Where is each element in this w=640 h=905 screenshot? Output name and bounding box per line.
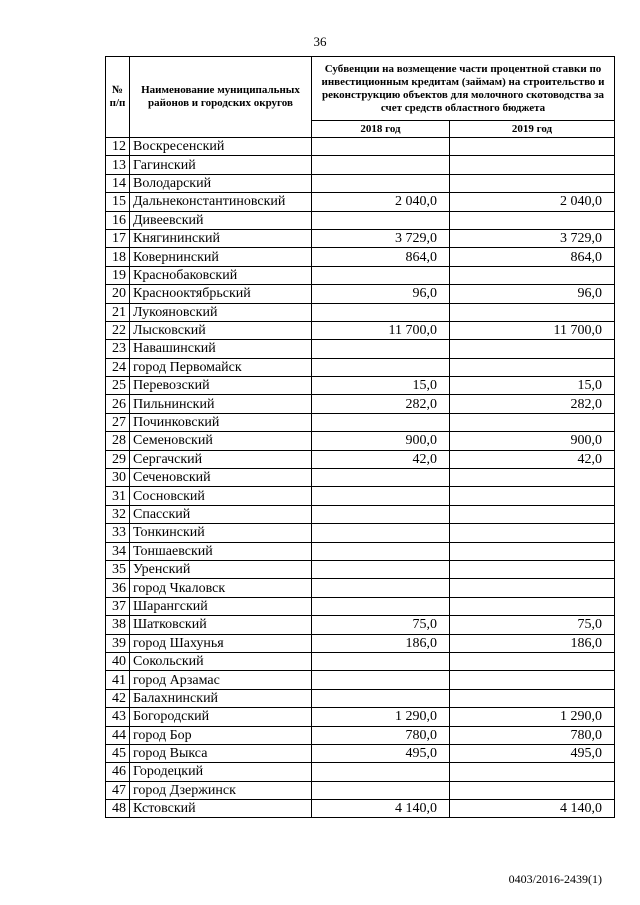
row-number: 47 xyxy=(106,781,130,799)
value-2019: 2 040,0 xyxy=(450,193,615,211)
table-row xyxy=(106,689,615,707)
value-2018 xyxy=(312,597,450,615)
district-name: Сосновский xyxy=(130,487,312,505)
value-2019 xyxy=(450,266,615,284)
row-number: 28 xyxy=(106,432,130,450)
row-number: 17 xyxy=(106,229,130,247)
table-row xyxy=(106,671,615,689)
district-name: Сеченовский xyxy=(130,469,312,487)
table-row xyxy=(106,266,615,284)
value-2019: 900,0 xyxy=(450,432,615,450)
district-name: Навашинский xyxy=(130,340,312,358)
value-2018: 282,0 xyxy=(312,395,450,413)
value-2019 xyxy=(450,671,615,689)
table-row xyxy=(106,726,615,744)
value-2018 xyxy=(312,781,450,799)
row-number: 45 xyxy=(106,744,130,762)
table-row xyxy=(106,597,615,615)
district-name: город Выкса xyxy=(130,744,312,762)
row-number: 42 xyxy=(106,689,130,707)
table-row xyxy=(106,211,615,229)
table-row xyxy=(106,303,615,321)
value-2018: 15,0 xyxy=(312,377,450,395)
header-year-2018: 2018 год xyxy=(312,121,450,138)
value-2018 xyxy=(312,579,450,597)
value-2019: 15,0 xyxy=(450,377,615,395)
row-number: 29 xyxy=(106,450,130,468)
value-2018 xyxy=(312,524,450,542)
row-number: 41 xyxy=(106,671,130,689)
table-row xyxy=(106,579,615,597)
district-name: Богородский xyxy=(130,708,312,726)
value-2018 xyxy=(312,266,450,284)
row-number: 35 xyxy=(106,560,130,578)
value-2019 xyxy=(450,524,615,542)
row-number: 12 xyxy=(106,138,130,156)
table-row xyxy=(106,285,615,303)
table-row xyxy=(106,193,615,211)
value-2019 xyxy=(450,340,615,358)
value-2018: 864,0 xyxy=(312,248,450,266)
district-name: Уренский xyxy=(130,560,312,578)
value-2019 xyxy=(450,505,615,523)
value-2018 xyxy=(312,505,450,523)
value-2018 xyxy=(312,487,450,505)
row-number: 39 xyxy=(106,634,130,652)
district-name: Кстовский xyxy=(130,800,312,818)
value-2019 xyxy=(450,487,615,505)
table-row xyxy=(106,395,615,413)
table-row xyxy=(106,377,615,395)
district-name: Краснобаковский xyxy=(130,266,312,284)
value-2018 xyxy=(312,138,450,156)
table-row xyxy=(106,156,615,174)
value-2018 xyxy=(312,689,450,707)
district-name: Городецкий xyxy=(130,763,312,781)
table-row xyxy=(106,174,615,192)
value-2019: 11 700,0 xyxy=(450,321,615,339)
row-number: 37 xyxy=(106,597,130,615)
value-2019: 864,0 xyxy=(450,248,615,266)
value-2019 xyxy=(450,211,615,229)
header-num: № п/п xyxy=(106,57,130,138)
document-code: 0403/2016-2439(1) xyxy=(508,872,602,886)
district-name: Лысковский xyxy=(130,321,312,339)
table-row xyxy=(106,634,615,652)
value-2019 xyxy=(450,174,615,192)
row-number: 46 xyxy=(106,763,130,781)
table-row xyxy=(106,340,615,358)
district-name: Дивеевский xyxy=(130,211,312,229)
value-2018 xyxy=(312,174,450,192)
value-2019 xyxy=(450,652,615,670)
row-number: 16 xyxy=(106,211,130,229)
row-number: 44 xyxy=(106,726,130,744)
table-row xyxy=(106,781,615,799)
row-number: 21 xyxy=(106,303,130,321)
value-2018 xyxy=(312,413,450,431)
district-name: Шарангский xyxy=(130,597,312,615)
table-body xyxy=(106,138,615,818)
table-row xyxy=(106,450,615,468)
district-name: Ковернинский xyxy=(130,248,312,266)
district-name: Пильнинский xyxy=(130,395,312,413)
district-name: город Шахунья xyxy=(130,634,312,652)
table-row xyxy=(106,248,615,266)
value-2018: 75,0 xyxy=(312,616,450,634)
district-name: Воскресенский xyxy=(130,138,312,156)
value-2018 xyxy=(312,560,450,578)
value-2019: 4 140,0 xyxy=(450,800,615,818)
table-row xyxy=(106,524,615,542)
district-name: Володарский xyxy=(130,174,312,192)
row-number: 40 xyxy=(106,652,130,670)
row-number: 27 xyxy=(106,413,130,431)
district-name: Спасский xyxy=(130,505,312,523)
row-number: 20 xyxy=(106,285,130,303)
district-name: Балахнинский xyxy=(130,689,312,707)
value-2019 xyxy=(450,358,615,376)
value-2019 xyxy=(450,156,615,174)
value-2019: 495,0 xyxy=(450,744,615,762)
row-number: 13 xyxy=(106,156,130,174)
table-row xyxy=(106,505,615,523)
value-2019 xyxy=(450,579,615,597)
district-name: Дальнеконстантиновский xyxy=(130,193,312,211)
value-2019: 75,0 xyxy=(450,616,615,634)
value-2019: 780,0 xyxy=(450,726,615,744)
row-number: 31 xyxy=(106,487,130,505)
value-2019: 1 290,0 xyxy=(450,708,615,726)
value-2018 xyxy=(312,671,450,689)
row-number: 19 xyxy=(106,266,130,284)
table-row xyxy=(106,560,615,578)
header-subsidy: Субвенции на возмещение части процентной ставки по инвестиционным кредитам (займам) на строительство и реконструкцию объектов для молочного скотоводства за счет средств областного бюджета xyxy=(312,57,615,121)
table-row xyxy=(106,487,615,505)
table-row xyxy=(106,744,615,762)
value-2018: 495,0 xyxy=(312,744,450,762)
row-number: 48 xyxy=(106,800,130,818)
table-row xyxy=(106,358,615,376)
district-name: город Первомайск xyxy=(130,358,312,376)
table-row xyxy=(106,138,615,156)
district-name: город Дзержинск xyxy=(130,781,312,799)
page-number: 36 xyxy=(313,34,327,49)
district-name: Семеновский xyxy=(130,432,312,450)
district-name: Тонкинский xyxy=(130,524,312,542)
value-2019 xyxy=(450,597,615,615)
district-name: Сокольский xyxy=(130,652,312,670)
value-2018 xyxy=(312,211,450,229)
value-2019 xyxy=(450,781,615,799)
district-name: город Арзамас xyxy=(130,671,312,689)
value-2018 xyxy=(312,469,450,487)
district-name: Сергачский xyxy=(130,450,312,468)
value-2019 xyxy=(450,138,615,156)
district-name: Краснооктябрьский xyxy=(130,285,312,303)
value-2019 xyxy=(450,303,615,321)
table-row xyxy=(106,763,615,781)
value-2019 xyxy=(450,560,615,578)
value-2018: 42,0 xyxy=(312,450,450,468)
row-number: 32 xyxy=(106,505,130,523)
table-row xyxy=(106,469,615,487)
district-name: город Чкаловск xyxy=(130,579,312,597)
row-number: 36 xyxy=(106,579,130,597)
value-2018: 900,0 xyxy=(312,432,450,450)
table-row xyxy=(106,229,615,247)
value-2019: 3 729,0 xyxy=(450,229,615,247)
header-name: Наименование муниципальных районов и городских округов xyxy=(130,57,312,138)
value-2018: 1 290,0 xyxy=(312,708,450,726)
value-2018 xyxy=(312,542,450,560)
value-2018: 780,0 xyxy=(312,726,450,744)
district-name: город Бор xyxy=(130,726,312,744)
district-name: Перевозский xyxy=(130,377,312,395)
district-name: Гагинский xyxy=(130,156,312,174)
table-row xyxy=(106,432,615,450)
district-name: Княгининский xyxy=(130,229,312,247)
row-number: 22 xyxy=(106,321,130,339)
value-2018: 186,0 xyxy=(312,634,450,652)
header-year-2019: 2019 год xyxy=(450,121,615,138)
district-name: Починковский xyxy=(130,413,312,431)
value-2018 xyxy=(312,358,450,376)
value-2019 xyxy=(450,413,615,431)
value-2018: 11 700,0 xyxy=(312,321,450,339)
row-number: 34 xyxy=(106,542,130,560)
row-number: 14 xyxy=(106,174,130,192)
value-2018: 3 729,0 xyxy=(312,229,450,247)
subsidy-table xyxy=(105,56,615,818)
value-2018 xyxy=(312,340,450,358)
row-number: 33 xyxy=(106,524,130,542)
table-row xyxy=(106,800,615,818)
table-row xyxy=(106,542,615,560)
value-2019 xyxy=(450,542,615,560)
row-number: 38 xyxy=(106,616,130,634)
table-row xyxy=(106,413,615,431)
row-number: 23 xyxy=(106,340,130,358)
table-row xyxy=(106,321,615,339)
value-2018: 96,0 xyxy=(312,285,450,303)
table-row xyxy=(106,652,615,670)
value-2019 xyxy=(450,469,615,487)
value-2019: 282,0 xyxy=(450,395,615,413)
value-2018 xyxy=(312,763,450,781)
value-2018 xyxy=(312,652,450,670)
value-2018: 2 040,0 xyxy=(312,193,450,211)
row-number: 15 xyxy=(106,193,130,211)
district-name: Шатковский xyxy=(130,616,312,634)
value-2019: 186,0 xyxy=(450,634,615,652)
value-2018 xyxy=(312,303,450,321)
value-2019: 96,0 xyxy=(450,285,615,303)
value-2019 xyxy=(450,763,615,781)
row-number: 26 xyxy=(106,395,130,413)
row-number: 43 xyxy=(106,708,130,726)
table-row xyxy=(106,708,615,726)
table-row xyxy=(106,616,615,634)
district-name: Лукояновский xyxy=(130,303,312,321)
value-2019 xyxy=(450,689,615,707)
row-number: 30 xyxy=(106,469,130,487)
district-name: Тоншаевский xyxy=(130,542,312,560)
value-2018: 4 140,0 xyxy=(312,800,450,818)
row-number: 24 xyxy=(106,358,130,376)
value-2018 xyxy=(312,156,450,174)
row-number: 25 xyxy=(106,377,130,395)
value-2019: 42,0 xyxy=(450,450,615,468)
row-number: 18 xyxy=(106,248,130,266)
